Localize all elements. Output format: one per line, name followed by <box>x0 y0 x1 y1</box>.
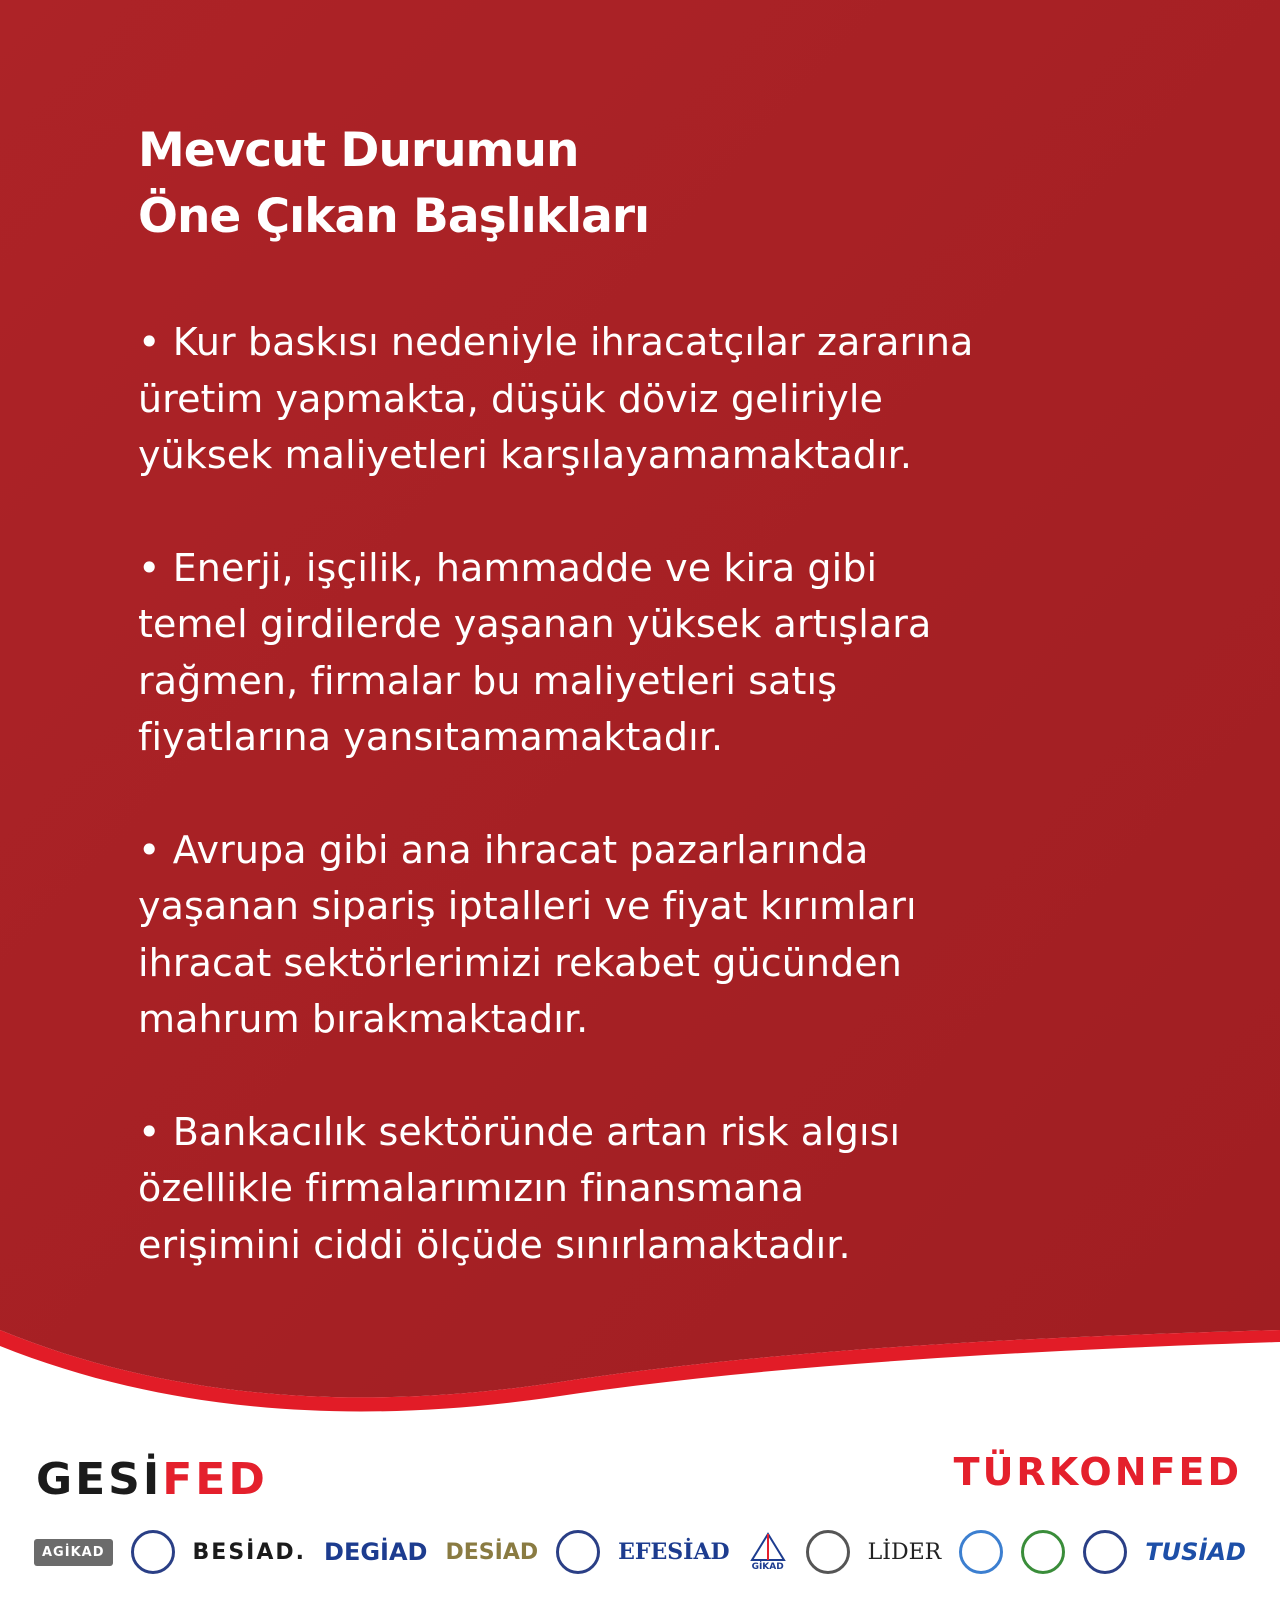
bullet-item-1: • Kur baskısı nedeniyle ihracatçılar zararına üretim yapmakta, düşük döviz geliriyle yüksek maliyetleri karşılayamamaktadır. <box>138 320 974 477</box>
title-line-2: Öne Çıkan Başlıkları <box>138 189 650 244</box>
member-logos-row <box>34 1522 1246 1582</box>
circle-logo-2 <box>556 1530 600 1574</box>
main-content <box>138 118 1218 1311</box>
page-title <box>138 118 1218 250</box>
gesifed-logo-part1: GESİ <box>36 1454 163 1505</box>
bullet-item-2: • Enerji, işçilik, hammadde ve kira gibi temel girdilerde yaşanan yüksek artışlara rağmen, firmalar bu maliyetleri satış fiyatlarına yansıtamamaktadır. <box>138 545 932 759</box>
gesifed-logo <box>36 1455 268 1505</box>
turkonfed-logo: TÜRKONFED <box>953 1450 1242 1494</box>
tusiad-logo: TUSİAD <box>1145 1538 1246 1566</box>
circle-logo-5 <box>1021 1530 1065 1574</box>
lider-logo: LİDER <box>867 1539 942 1565</box>
circle-logo-4 <box>959 1530 1003 1574</box>
circle-logo-1 <box>131 1530 175 1574</box>
bullet-list <box>138 314 1218 1273</box>
gikad-sail-icon <box>748 1532 788 1562</box>
desiad-logo: DESİAD <box>445 1539 539 1565</box>
besiad-logo: BESİAD. <box>192 1539 307 1565</box>
bullet-item-3: • Avrupa gibi ana ihracat pazarlarında yaşanan sipariş iptalleri ve fiyat kırımları ihracat sektörlerimizi rekabet gücünden mahrum bırakmaktadır. <box>138 827 917 1041</box>
bullet-item-4: • Bankacılık sektöründe artan risk algısı özellikle firmalarımızın finansmana erişimini ciddi ölçüde sınırlamaktadır. <box>138 1109 901 1267</box>
gesifed-logo-part2: FED <box>162 1454 268 1505</box>
agikad-logo: AGİKAD <box>34 1539 113 1566</box>
circle-logo-3 <box>806 1530 850 1574</box>
degiad-logo: DEGİAD <box>324 1538 428 1566</box>
gikad-logo: GİKAD <box>748 1532 788 1572</box>
efesiad-logo: EFESİAD <box>618 1539 730 1565</box>
title-line-1: Mevcut Durumun <box>138 123 579 178</box>
circle-logo-6 <box>1083 1530 1127 1574</box>
